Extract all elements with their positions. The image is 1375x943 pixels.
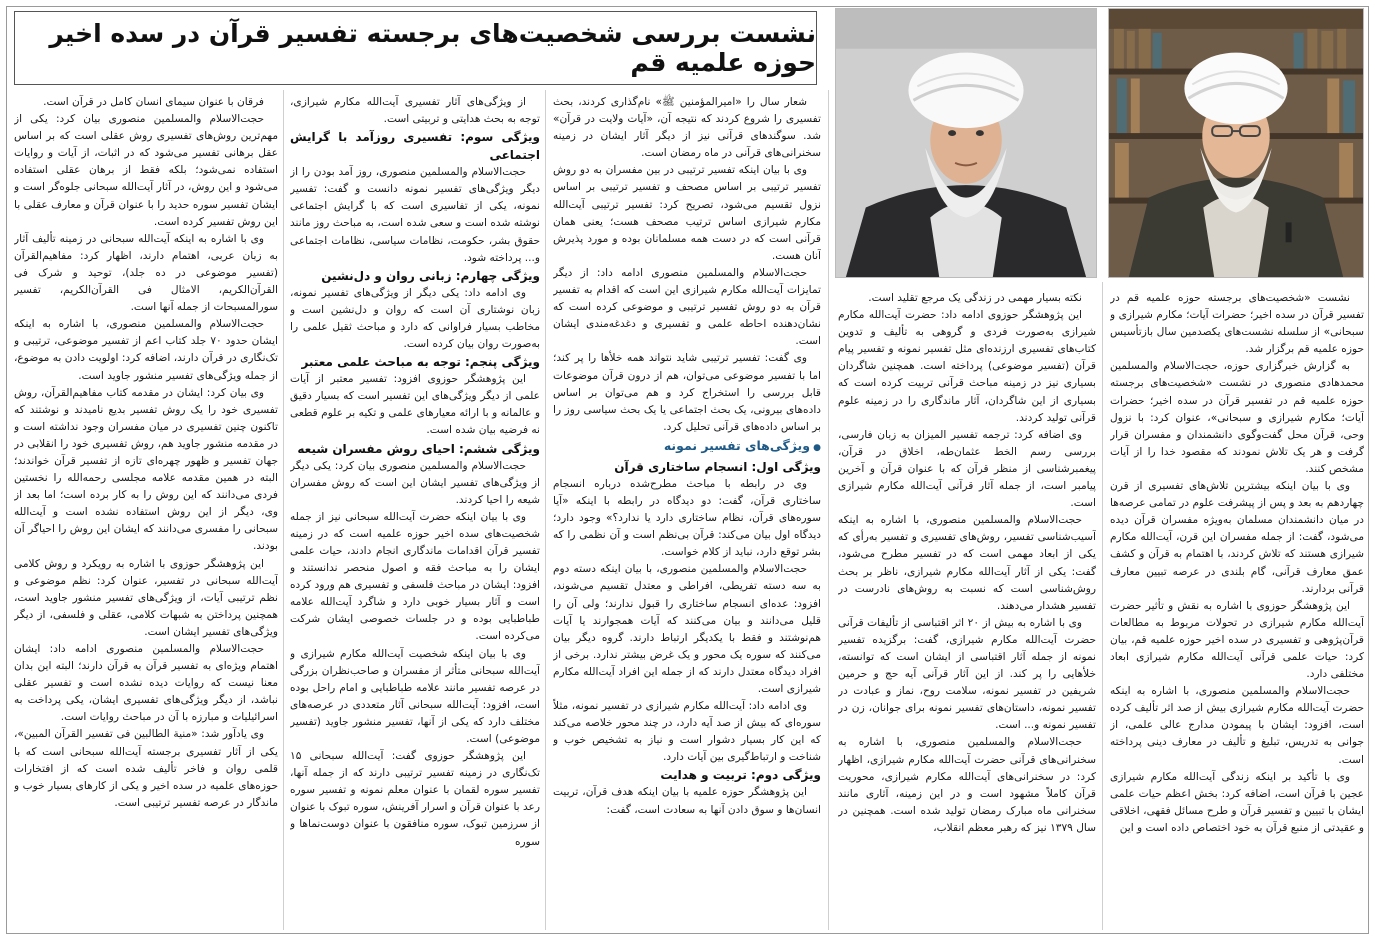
paragraph: حجت‌الاسلام والمسلمین منصوری، با اشاره به اینکه حضرت آیت‌الله مکارم شیرازی بیش از صد اثر تألیف کرده است، افزود: ایشان با پیمودن مدارج عالی علمی، از جوانی به تدریس، تبلیغ و تألیف در معارف دینی پرداخته است.	[1110, 685, 1364, 766]
section-heading: ویژگی چهارم: زبانی روان و دل‌نشین	[321, 268, 540, 283]
column-2	[838, 290, 1096, 930]
paragraph: این پژوهشگر حوزه علمیه با بیان اینکه هدف قرآن، تربیت انسان‌ها و سوق دادن آنها به سعادت است، گفت:	[553, 786, 821, 816]
paragraph: حجت‌الاسلام والمسلمین منصوری ادامه داد: ایشان اهتمام ویژه‌ای به تفسیر قرآن به قرآن دارند؛ البته این بدان معنا نیست که روایات دیده نشده است و تفسیر عقلی نباشد، از دیگر ویژگی‌های تفسیری ایشان، یکی پرداخت به اسرائیلیات و مبارزه با آن در مباحث روایات است.	[14, 643, 278, 724]
paragraph: وی با اشاره به بیش از ۲۰ اثر اقتباسی از تألیفات قرآنی حضرت آیت‌الله مکارم شیرازی، گفت: برگزیده تفسیر نمونه از جمله آثار اقتباسی از ایشان است که توانسته، خلأهایی را پر کند. از این آثار قرآنی آیه حج و حرمین شریفین در تفسیر نمونه، سلامت روح، نماز و عبادت در تفسیر نمونه، داستان‌های تفسیر نمونه برای جوانان، زن در تفسیر نمونه و... است.	[838, 616, 1096, 732]
column-1	[1110, 290, 1364, 930]
paragraph: وی با بیان اینکه بیشترین تلاش‌های تفسیری از قرن چهاردهم به بعد و پس از پیشرفت علوم در تمامی عرصه‌ها در میان دانشمندان مسلمان به‌ویژه مفسران قرآن دیده می‌شود، گفت: از جمله مفسران این قرن، آیت‌الله مکارم شیرازی هستند که تلاش کردند، با اهتمام به قرآن و کشف عمق معارف قرآنی، گام بلندی در عرصه تبیین معارف قرآنی بردارند.	[1110, 480, 1364, 595]
portrait-cleric-icon	[836, 9, 1096, 277]
paragraph: این پژوهشگر حوزوی ادامه داد: حضرت آیت‌الله مکارم شیرازی به‌صورت فردی و گروهی به تألیف و تدوین کتاب‌های تفسیری ارزنده‌ای مثل تفسیر نمونه و تفسیر پیام قرآن (تفسیر موضوعی) پرداخته است. همچنین شاگردان بسیاری نیز در زمینه مباحث قرآنی تربیت کرده است که بسیاری از این شاگردان، آثار ماندگاری را در زمینه علوم قرآنی تولید کردند.	[838, 309, 1096, 424]
column-rule	[828, 90, 829, 930]
paragraph: حجت‌الاسلام والمسلمین منصوری، با اشاره به اینکه ایشان حدود ۷۰ جلد کتاب اعم از تفسیر موضوعی، ترتیبی و تک‌نگاری در قرآن دارند، اضافه کرد: اولویت دادن به موضوع، از جمله ویژگی‌های تفسیر منشور جاوید است.	[14, 318, 278, 382]
headline: نشست بررسی شخصیت‌های برجسته تفسیر قرآن در سده اخیر حوزه علمیه قم	[49, 19, 816, 77]
paragraph: شعار سال را «امیرالمؤمنین ﷺ» نام‌گذاری کردند، بحث تفسیری را شروع کردند که نتیجه آن، «آیات ولایت در قرآن» شد. سوگندهای قرآنی نیز از دیگر آثار ایشان در زمینه سخنرانی‌های قرآنی در ماه رمضان است.	[553, 96, 821, 160]
column-rule	[545, 90, 546, 930]
paragraph: وی ادامه داد: یکی دیگر از ویژگی‌های تفسیر نمونه، زبان نوشتاری آن است که روان و دل‌نشین است و مخاطب بسیار فراوانی که دارد و مباحث ثقیل علمی را به‌صورت روان بیان کرده است.	[290, 286, 540, 351]
paragraph: نکته بسیار مهمی در زندگی یک مرجع تقلید است.	[868, 292, 1082, 304]
paragraph: وی گفت: تفسیر ترتیبی شاید نتواند همه خلأها را پر کند؛ اما با تفسیر موضوعی می‌توان، هم از درون قرآن موضوعات قابل بررسی را استخراج کرد و هم می‌توان بر اساس داده‌های بیرونی، یک بحث اجتماعی یا یک بحث سیاسی روز را بر اساس داده‌های قرآنی تحلیل کرد.	[553, 352, 821, 433]
section-heading: ویژگی پنجم: توجه به مباحث علمی معتبر	[301, 355, 540, 370]
paragraph: این پژوهشگر حوزوی افزود: تفسیر معتبر از آیات علمی از دیگر ویژگی‌های این تفسیر است که بسیار دقیق و عالمانه و با ارائه معیارهای علمی و تکیه بر علوم قطعی نه فرضیه بیان شده است.	[290, 373, 540, 437]
paragraph: وی بیان کرد: ایشان در مقدمه کتاب مفاهیم‌القرآن، روش تفسیری خود را یک روش تفسیر بدیع نامیدند و نوشتند که تاکنون چنین تفسیری در میان مفسران وجود نداشته است و در مقدمه منشور جاوید هم، روش تفسیری خود را انقلابی در جهان تفسیر و ظهور چهره‌ای تازه از تفسیر قرآن خواندند؛ البته در همین مقدمه علامه مجلسی رحمه‌الله را نخستین فردی می‌دانند که این روش را به کار برده است؛ اما بعد از وی، دیگر از این روش استفاده نشده است و آیت‌الله سبحانی را مفسری می‌دانند که ایشان این روش را احیاگر آن بودند.	[14, 386, 278, 553]
paragraph: این پژوهشگر حوزوی گفت: آیت‌الله سبحانی ۱۵ تک‌نگاری در زمینه تفسیر ترتیبی دارند که از جمله آنها، تفسیر سوره لقمان با عنوان معلم نمونه و تفسیر سوره رعد با عنوان قرآن و اسرار آفرینش، سوره تبوک با عنوان از سرزمین تبوک، سوره منافقون با عنوان دوست‌نماها و سوره	[290, 750, 540, 848]
paragraph: وی با بیان اینکه حضرت آیت‌الله سبحانی نیز از جمله شخصیت‌های سده اخیر حوزه علمیه است که در زمینه تفسیر قرآن اقدامات ماندگاری انجام دادند، حیات علمی ایشان را به مباحث فقه و اصول منحصر ندانستند و افزود: ایشان در مباحث فلسفی و تفسیری هم ورود کرده است و آثار بسیار خوبی دارد و شاگرد آیت‌الله علامه طباطبایی بوده و در جلسات خصوصی ایشان شرکت می‌کرده است.	[290, 510, 540, 643]
paragraph: این پژوهشگر حوزوی با اشاره به رویکرد و روش کلامی آیت‌الله سبحانی در تفسیر، عنوان کرد: نظم موضوعی و نظم ترتیبی آیات، از ویژگی‌های تفسیر منشور جاوید است، همچنین پرداختن به شبهات کلامی، عقلی و فلسفی، از دیگر ویژگی‌های تفسیر ایشان است.	[14, 557, 278, 638]
column-rule	[283, 90, 284, 930]
column-4	[290, 94, 540, 930]
portrait-elder-cleric-icon	[1109, 9, 1363, 277]
paragraph: وی با اشاره به اینکه آیت‌الله سبحانی در زمینه تألیف آثار به زبان عربی، اهتمام دارند، اظهار کرد: مفاهیم‌القرآن (تفسیر موضوعی در ده جلد)، توحید و شرک فی القرآن‌الکریم، الامثال فی القرآن‌الکریم، تفسیر سورالمسبحات از جمله آنها است.	[14, 232, 278, 314]
section-heading: ویژگی اول: انسجام ساختاری قرآن	[614, 459, 821, 474]
paragraph: این پژوهشگر حوزوی با اشاره به نقش و تأثیر حضرت آیت‌الله مکارم شیرازی در تحولات مربوط به مطالعات قرآن‌پژوهی و تفسیری در سده اخیر حوزه علمیه قم، بیان کرد: حیات علمی قرآنی آیت‌الله مکارم شیرازی ابعاد مختلفی دارد.	[1110, 599, 1364, 681]
paragraph: وی با بیان اینکه تفسیر ترتیبی در بین مفسران به دو روش تفسیر ترتیبی بر اساس مصحف و تفسیر ترتیبی بر اساس نزول تقسیم می‌شود، تصریح کرد: تفسیر ترتیبی آیت‌الله مکارم شیرازی اساس ترتیب مصحف هست؛ یعنی همان قرآنی است که در دست همه مسلمانان بوده و مورد پذیرش آنان هست.	[553, 164, 821, 262]
column-5	[14, 94, 278, 930]
paragraph: وی ادامه داد: آیت‌الله مکارم شیرازی در تفسیر نمونه، مثلاً سوره‌ای که بیش از صد آیه دارد، در چند محور خلاصه می‌کند که این کار بسیار دشوار است و نیاز به تشخیص خوب و شناخت و ارتباط‌گیری بین آیات دارد.	[553, 700, 821, 764]
photo-right	[1108, 8, 1364, 278]
paragraph: وی با بیان اینکه شخصیت آیت‌الله مکارم شیرازی و آیت‌الله سبحانی متأثر از مفسران و صاحب‌نظران بزرگی در عرصه تفسیر مانند علامه طباطبایی و امام راحل بوده است، افزود: آیت‌الله سبحانی آثار متعددی در عرصه‌های مختلف دارد که یکی از آنها، تفسیر منشور جاوید (تفسیر موضوعی) است.	[290, 647, 540, 745]
photo-left	[835, 8, 1097, 278]
section-heading: ویژگی دوم: تربیت و هدایت	[660, 768, 821, 783]
headline-box	[14, 11, 817, 85]
column-3	[553, 94, 821, 930]
paragraph: وی یادآور شد: «منیة الطالبین فی تفسیر القرآن المبین»، یکی از آثار تفسیری برجسته آیت‌الله سبحانی است که با قلمی روان و فاخر تألیف شده است که از افتخارات حوزه‌های علمیه در سده اخیر و یکی از کارهای بسیار خوب و ماندگار در عرصه تفسیر ترتیبی است.	[14, 728, 278, 809]
paragraph: حجت‌الاسلام والمسلمین منصوری بیان کرد: یکی از مهم‌ترین روش‌های تفسیری روش عقلی است که بر اساس عقل برهانی تفسیر می‌شود که در اثبات، از آیات و روایات استفاده نمی‌شود؛ بلکه فقط از برهان عقلی استفاده می‌شود و این روش، در آثار آیت‌الله سبحانی جلوه‌گر است و ایشان تفسیر سوره حدید را با عنوان قرآن و معارف عقلی با این روش تفسیر کرده است.	[14, 113, 278, 228]
section-heading: ویژگی سوم: تفسیری روزآمد با گرایش اجتماعی	[290, 130, 540, 163]
paragraph: به گزارش خبرگزاری حوزه، حجت‌الاسلام والمسلمین محمدهادی منصوری در نشست «شخصیت‌های برجسته حوزه علمیه قم در تفسیر قرآن در سده اخیر؛ حضرات آیات؛ مکارم شیرازی و سبحانی»، عنوان کرد: با نزول وحی، قرآن محل گفت‌وگوی دانشمندان و مفسران قرار گرفت و هر یک تلاش نمودند که مقصود خدا را از آیات مشخص کنند.	[1110, 360, 1364, 475]
paragraph: وی اضافه کرد: ترجمه تفسیر المیزان به زبان فارسی، بررسی رسم الخط عثمان‌طه، اخلاق در قرآن، پیغمبرشناسی از منظر قرآن که با عنوان قرآن و آخرین پیامبر است، از جمله آثار قرآنی آیت‌الله مکارم شیرازی است.	[838, 428, 1096, 510]
paragraph: از ویژگی‌های آثار تفسیری آیت‌الله مکارم شیرازی، توجه به بحث هدایتی و تربیتی است.	[290, 96, 540, 126]
paragraph: حجت‌الاسلام والمسلمین منصوری، با اشاره به سخنرانی‌های قرآنی حضرت آیت‌الله مکارم شیرازی، اظهار کرد: در سخنرانی‌های آیت‌الله مکارم شیرازی، محوریت قرآن کاملاً مشهود است و در این زمینه، آثاری مانند سخنرانی ماه مبارک رمضان تولید شده است. همچنین در سال ۱۳۷۹ نیز که رهبر معظم انقلاب،	[838, 736, 1096, 834]
section-heading: ویژگی ششم: احیای روش مفسران شیعه	[297, 441, 540, 456]
paragraph: نشست «شخصیت‌های برجسته حوزه علمیه قم در تفسیر قرآن در سده اخیر؛ حضرات آیات؛ مکارم شیرازی و سبحانی» از سلسله نشست‌های یکصدمین سال بازتأسیس حوزه علمیه قم برگزار شد.	[1110, 292, 1364, 356]
column-rule	[1102, 282, 1103, 930]
paragraph: وی با تأکید بر اینکه زندگی آیت‌الله مکارم شیرازی عجین با قرآن است، اضافه کرد: بخش اعظم حیات علمی ایشان با تبیین و تفسیر قرآن و طرح مسائل فقهی، اخلاقی و عقیدتی از منبع قرآن به خود اختصاص داده است و این	[1110, 770, 1364, 834]
paragraph: حجت‌الاسلام والمسلمین منصوری ادامه داد: از دیگر تمایزات آیت‌الله مکارم شیرازی این است که اقدام به تفسیر قرآن به دو روش تفسیر ترتیبی و موضوعی کرده است که نشان‌دهنده احاطه علمی و تفسیری و دغدغه‌مندی ایشان است.	[553, 266, 821, 348]
paragraph: حجت‌الاسلام والمسلمین منصوری، روز آمد بودن را از دیگر ویژگی‌های تفسیر نمونه دانست و گفت: تفسیر نمونه، یکی از تفاسیری است که با گرایش اجتماعی نوشته شده است و سعی شده است، به مباحث روز مانند حقوق بشر، حکومت، نظامات سیاسی، نظامات اجتماعی و... پرداخته شود.	[290, 166, 540, 264]
paragraph: فرقان با عنوان سیمای انسان کامل در قرآن است.	[43, 96, 264, 108]
paragraph: حجت‌الاسلام والمسلمین منصوری بیان کرد: یکی دیگر از ویژگی‌های تفسیر ایشان این است که روش مفسران شیعه را احیا کردند.	[290, 459, 540, 506]
paragraph: حجت‌الاسلام والمسلمین منصوری، با بیان اینکه دسته دوم به سه دسته تفریطی، افراطی و معتدل تقسیم می‌شوند، افزود: عده‌ای انسجام ساختاری را قبول ندارند؛ ولی آن را قلیل می‌دانند و بیان می‌کنند که آیات همجوارند یا آیات هم‌نوشتند و فقط با یکدیگر ارتباط دارند. گروه دیگر بیان می‌کنند که سوره یک محور و یک غرض بیشتر ندارد. برخی از افراد دیدگاه معتدل دارند که از جمله این افراد آیت‌الله مکارم شیرازی است.	[553, 563, 821, 695]
paragraph: حجت‌الاسلام والمسلمین منصوری، با اشاره به اینکه آسیب‌شناسی تفسیر، روش‌های تفسیری و تفسیر به‌رأی که یکی از ابعاد مهمی است که در تفسیر مطرح می‌شود، گفت: یکی از آثار آیت‌الله مکارم شیرازی، ناظر بر بحث روش‌شناسی است که نسبت به روش‌های نادرست در تفسیر هشدار می‌دهند.	[838, 514, 1096, 612]
section-heading-main: ● ویژگی‌های تفسیر نمونه	[553, 436, 821, 458]
paragraph: وی در رابطه با مباحث مطرح‌شده درباره انسجام ساختاری قرآن، گفت: دو دیدگاه در رابطه با اینکه «آیا سوره‌های قرآن، نظام ساختاری دارد یا ندارد؟» وجود دارد؛ دیدگاه اول بیان می‌کند: قرآن بی‌نظم است و آن نظمی را که بشر توقع دارد، نباید از کلام خواست.	[553, 477, 821, 559]
